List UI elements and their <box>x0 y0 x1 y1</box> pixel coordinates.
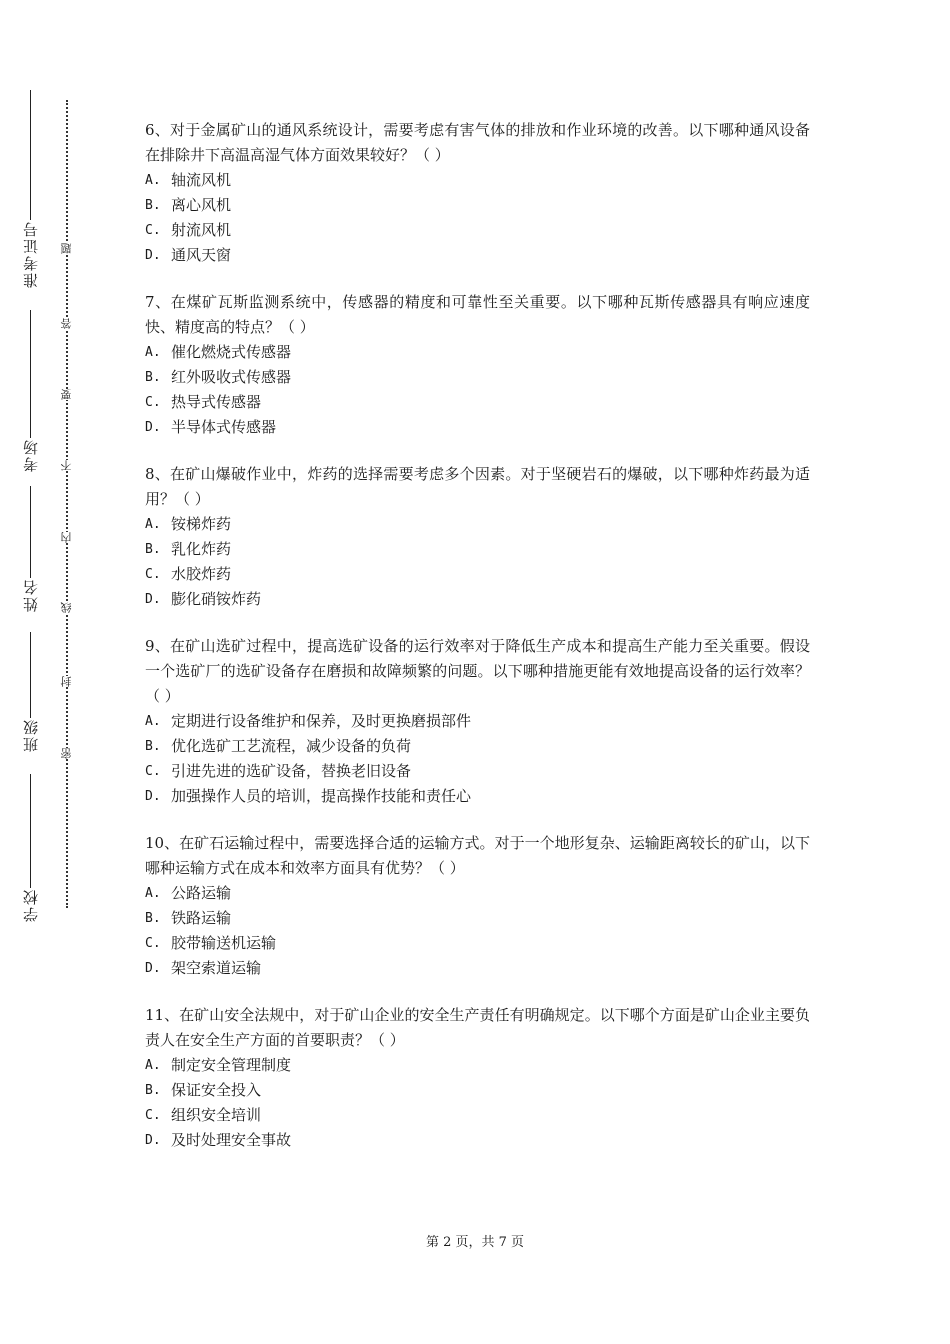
margin-field-exam-number <box>20 88 41 288</box>
option-key: C. <box>145 764 161 779</box>
option-d[interactable] <box>145 415 810 440</box>
option-key: D. <box>145 420 161 435</box>
option-text: 射流风机 <box>171 221 232 239</box>
seal-char: 内 <box>60 532 73 543</box>
option-text: 水胶炸药 <box>171 565 232 583</box>
option-b[interactable] <box>145 365 810 390</box>
margin-field-school <box>20 766 41 922</box>
option-text: 轴流风机 <box>171 171 232 189</box>
option-key: A. <box>145 1058 161 1073</box>
margin-blank-line <box>30 632 31 718</box>
option-list <box>145 168 810 268</box>
option-text: 及时处理安全事故 <box>171 1131 292 1149</box>
option-list <box>145 881 810 981</box>
option-text: 架空索道运输 <box>171 959 262 977</box>
option-text: 通风天窗 <box>171 246 232 264</box>
seal-char: 线 <box>60 602 73 613</box>
option-text: 乳化炸药 <box>171 540 232 558</box>
option-text: 半导体式传感器 <box>171 418 277 436</box>
option-d[interactable] <box>145 784 810 809</box>
margin-blank-line <box>30 310 31 438</box>
seal-char: 不 <box>60 460 73 471</box>
seal-char: 封 <box>60 676 73 687</box>
option-text: 催化燃烧式传感器 <box>171 343 292 361</box>
seal-char: 密 <box>60 748 73 759</box>
question-11 <box>145 1003 810 1153</box>
question-stem: 8、在矿山爆破作业中，炸药的选择需要考虑多个因素。对于坚硬岩石的爆破，以下哪种炸药最为适用？（ ） <box>145 465 810 508</box>
question-stem: 10、在矿石运输过程中，需要选择合适的运输方式。对于一个地形复杂、运输距离较长的矿山，以下哪种运输方式在成本和效率方面具有优势？（ ） <box>145 834 810 877</box>
margin-blank-line <box>30 774 31 888</box>
margin-label: 班级 <box>22 718 40 752</box>
option-key: D. <box>145 789 161 804</box>
option-a[interactable] <box>145 340 810 365</box>
question-8 <box>145 462 810 612</box>
option-b[interactable] <box>145 537 810 562</box>
option-key: B. <box>145 370 161 385</box>
option-text: 热导式传感器 <box>171 393 262 411</box>
option-d[interactable] <box>145 587 810 612</box>
option-key: C. <box>145 567 161 582</box>
question-6 <box>145 118 810 268</box>
option-list <box>145 340 810 440</box>
option-c[interactable] <box>145 931 810 956</box>
option-c[interactable] <box>145 390 810 415</box>
page-footer: 第 2 页，共 7 页 <box>425 1235 525 1250</box>
option-a[interactable] <box>145 168 810 193</box>
margin-field-exam-room <box>20 300 41 472</box>
question-list <box>145 118 810 1175</box>
option-key: C. <box>145 1108 161 1123</box>
option-key: D. <box>145 248 161 263</box>
option-text: 加强操作人员的培训，提高操作技能和责任心 <box>171 787 472 805</box>
option-c[interactable] <box>145 759 810 784</box>
option-list <box>145 1053 810 1153</box>
option-a[interactable] <box>145 881 810 906</box>
option-a[interactable] <box>145 512 810 537</box>
margin-blank-line <box>30 90 31 220</box>
option-text: 红外吸收式传感器 <box>171 368 292 386</box>
option-text: 铵梯炸药 <box>171 515 232 533</box>
seal-char: 题 <box>60 243 73 254</box>
option-key: A. <box>145 517 161 532</box>
option-key: B. <box>145 198 161 213</box>
option-b[interactable] <box>145 734 810 759</box>
option-text: 定期进行设备维护和保养，及时更换磨损部件 <box>171 712 472 730</box>
option-b[interactable] <box>145 193 810 218</box>
option-d[interactable] <box>145 1128 810 1153</box>
margin-label: 准考证号 <box>22 220 40 288</box>
option-key: B. <box>145 542 161 557</box>
option-key: A. <box>145 886 161 901</box>
option-key: C. <box>145 936 161 951</box>
seal-char: 要 <box>60 389 73 400</box>
option-key: B. <box>145 739 161 754</box>
seal-dotted-line <box>66 100 68 908</box>
margin-label: 姓名 <box>22 578 40 612</box>
option-text: 胶带输送机运输 <box>171 934 277 952</box>
option-text: 铁路运输 <box>171 909 232 927</box>
option-text: 引进先进的选矿设备，替换老旧设备 <box>171 762 412 780</box>
question-stem: 7、在煤矿瓦斯监测系统中，传感器的精度和可靠性至关重要。以下哪种瓦斯传感器具有响应速度快、精度高的特点？（ ） <box>145 293 810 336</box>
option-text: 膨化硝铵炸药 <box>171 590 262 608</box>
option-d[interactable] <box>145 243 810 268</box>
option-text: 组织安全培训 <box>171 1106 262 1124</box>
option-key: D. <box>145 592 161 607</box>
margin-label: 考场 <box>22 438 40 472</box>
question-10 <box>145 831 810 981</box>
option-key: C. <box>145 223 161 238</box>
option-c[interactable] <box>145 562 810 587</box>
option-text: 保证安全投入 <box>171 1081 262 1099</box>
option-key: B. <box>145 911 161 926</box>
option-b[interactable] <box>145 906 810 931</box>
question-stem: 6、对于金属矿山的通风系统设计，需要考虑有害气体的排放和作业环境的改善。以下哪种通风设备在排除井下高温高湿气体方面效果较好？（ ） <box>145 121 810 164</box>
option-key: D. <box>145 961 161 976</box>
option-text: 优化选矿工艺流程，减少设备的负荷 <box>171 737 412 755</box>
option-key: A. <box>145 345 161 360</box>
option-list <box>145 512 810 612</box>
option-d[interactable] <box>145 956 810 981</box>
question-stem: 11、在矿山安全法规中，对于矿山企业的安全生产责任有明确规定。以下哪个方面是矿山企业主要负责人在安全生产方面的首要职责？（ ） <box>145 1006 810 1049</box>
option-key: C. <box>145 395 161 410</box>
option-key: A. <box>145 173 161 188</box>
seal-char: 答 <box>60 318 73 329</box>
option-a[interactable] <box>145 709 810 734</box>
option-text: 公路运输 <box>171 884 232 902</box>
option-c[interactable] <box>145 1103 810 1128</box>
option-list <box>145 709 810 809</box>
option-text: 离心风机 <box>171 196 232 214</box>
option-c[interactable] <box>145 218 810 243</box>
option-a[interactable] <box>145 1053 810 1078</box>
question-9 <box>145 634 810 809</box>
question-stem: 9、在矿山选矿过程中，提高选矿设备的运行效率对于降低生产成本和提高生产能力至关重要。假设一个选矿厂的选矿设备存在磨损和故障频繁的问题。以下哪种措施更能有效地提高设备的运行效率？（ ） <box>145 637 810 705</box>
margin-field-class <box>20 624 41 752</box>
question-7 <box>145 290 810 440</box>
option-key: B. <box>145 1083 161 1098</box>
margin-label: 学校 <box>22 888 40 922</box>
margin-field-name <box>20 476 41 612</box>
option-text: 制定安全管理制度 <box>171 1056 292 1074</box>
option-b[interactable] <box>145 1078 810 1103</box>
option-key: D. <box>145 1133 161 1148</box>
option-key: A. <box>145 714 161 729</box>
margin-blank-line <box>30 486 31 578</box>
